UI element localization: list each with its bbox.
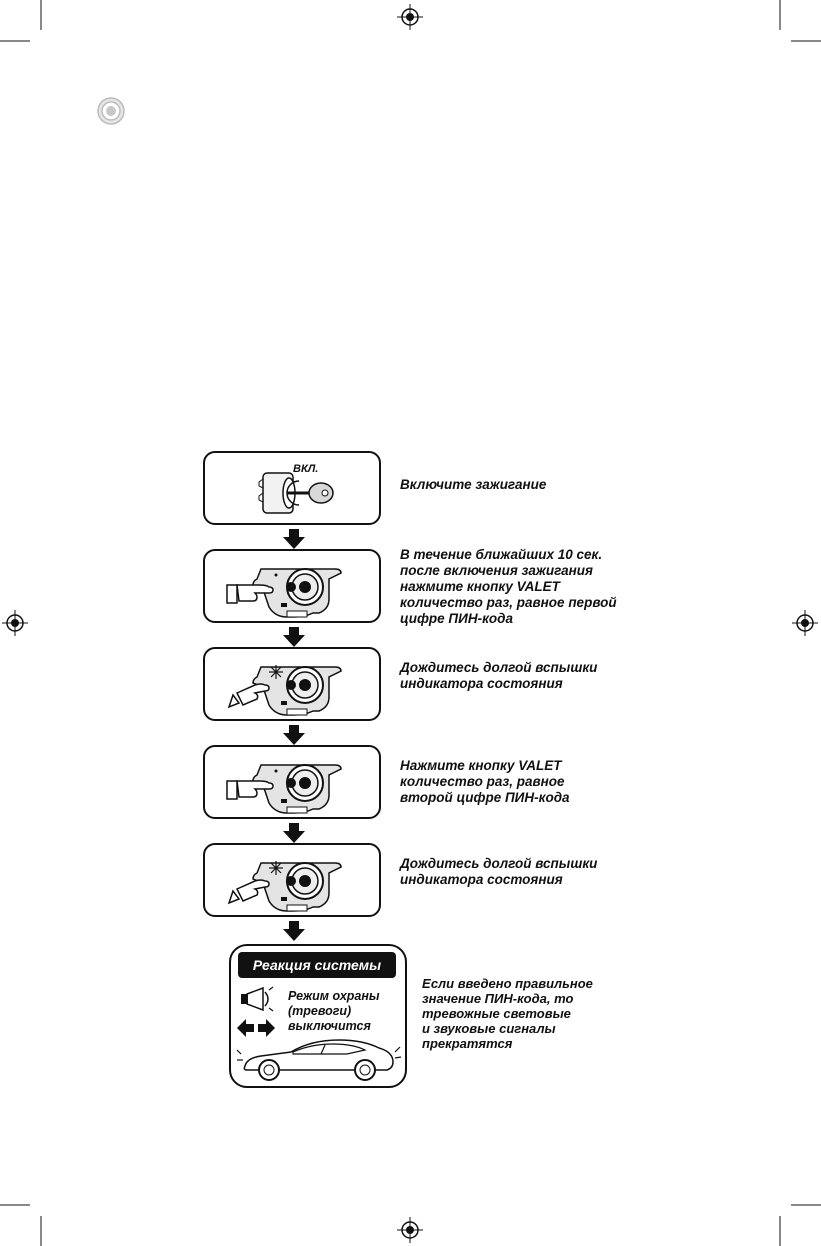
down-arrow-icon	[283, 627, 305, 647]
step-press-second-text: Нажмите кнопку VALET количество раз, равное второй цифре ПИН-кода	[400, 758, 570, 805]
system-reaction-box	[229, 944, 407, 1088]
registration-mark-left	[2, 610, 28, 636]
step-wait-first-text: Дождитесь долгой вспышки индикатора состояния	[400, 660, 598, 691]
down-arrow-icon	[283, 823, 305, 843]
alarm-off-status: Режим охраны (тревоги) выключится	[288, 989, 380, 1033]
down-arrow-icon	[283, 725, 305, 745]
hand-indicator-flash-icon	[225, 851, 355, 913]
hand-indicator-flash-icon	[225, 655, 355, 717]
ignition-on-label: ВКЛ.	[293, 463, 319, 475]
step-wait-first-box	[203, 647, 381, 721]
step-ignition-box	[203, 451, 381, 525]
hand-press-button-icon	[225, 753, 355, 815]
step-ignition-text: Включите зажигание	[400, 477, 547, 492]
step-press-first-box	[203, 549, 381, 623]
step-wait-second-text: Дождитесь долгой вспышки индикатора состояния	[400, 856, 598, 887]
registration-mark-bottom	[397, 1217, 423, 1243]
siren-icon	[239, 986, 275, 1012]
registration-mark-top	[397, 4, 423, 30]
system-reaction-header: Реакция системы	[238, 952, 396, 978]
hand-press-button-icon	[225, 557, 355, 619]
turn-signals-icon	[237, 1019, 275, 1037]
down-arrow-icon	[283, 921, 305, 941]
step-press-first-text: В течение ближайших 10 сек. после включения зажигания нажмите кнопку VALET количество раз, равное первой цифре ПИН-кода	[400, 547, 617, 626]
car-icon	[235, 1040, 403, 1082]
down-arrow-icon	[283, 529, 305, 549]
gray-circle-icon	[96, 96, 126, 126]
step-wait-second-box	[203, 843, 381, 917]
step-press-second-box	[203, 745, 381, 819]
registration-mark-right	[792, 610, 818, 636]
system-reaction-description: Если введено правильное значение ПИН-кода, то тревожные световые и звуковые сигналы прекратятся	[422, 976, 593, 1051]
